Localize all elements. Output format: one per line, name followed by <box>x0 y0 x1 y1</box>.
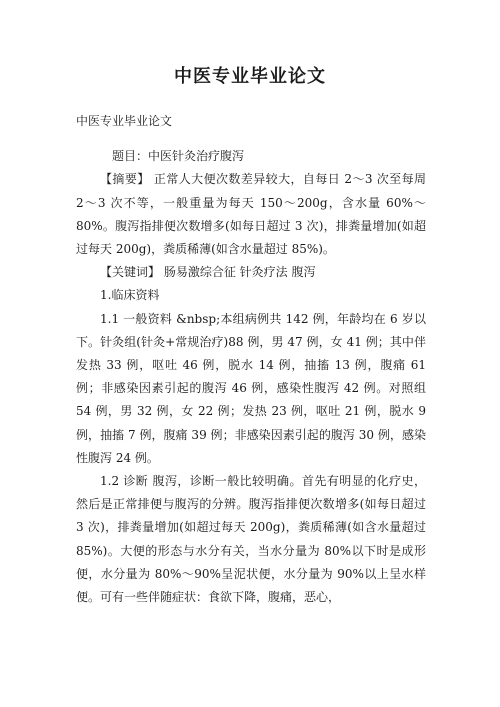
section-heading-1: 1.临床资料 <box>100 288 160 303</box>
abstract-paragraph: 【摘要】 正常人大便次数差异较大，自每日 2～3 次至每周 2～3 次不等，一般重量为每天 150～200g，含水量 60%～80%。腹泻指排便次数增多(如每日超过 3 次)，排粪量增加(如超过每天 200g)，粪质稀薄(如含水量超过 85%)。 <box>76 172 426 257</box>
document-body <box>76 110 426 609</box>
topic-line: 题目：中医针灸治疗腹泻 <box>112 149 245 164</box>
keywords-line: 【关键词】 肠易激综合征 针灸疗法 腹泻 <box>100 265 316 280</box>
document-subtitle: 中医专业毕业论文 <box>76 114 173 128</box>
document-title: 中医专业毕业论文 <box>174 66 326 87</box>
paragraph-1-2: 1.2 诊断 腹泻，诊断一般比较明确。首先有明显的化疗史，然后是正常排便与腹泻的分辨。腹泻指排便次数增多(如每日超过 3 次)，排粪量增加(如超过每天 200g)，粪质稀薄(如含水量超过 85%)。大便的形态与水分有关，当水分量为 80%以下时是成形便，水分量为 80%～90%呈泥状便，水分量为 90%以上呈水样便。可有一些伴随症状：食欲下降，腹痛，恶心， <box>76 474 426 605</box>
paragraph-1-1: 1.1 一般资料 &nbsp;本组病例共 142 例，年龄均在 6 岁以下。针灸组(针灸+常规治疗)88 例，男 47 例，女 41 例；其中伴发热 33 例，呕吐 46 例，脱水 14 例，抽搐 13 例，腹痛 61 例；非感染因素引起的腹泻 46 例，感染性腹泻 42 例。对照组 54 例，男 32 例，女 22 例；发热 23 例，呕吐 21 例，脱水 9 例，抽搐 7 例，腹痛 39 例；非感染因素引起的腹泻 30 例，感染性腹泻 24 例。 <box>76 311 426 465</box>
